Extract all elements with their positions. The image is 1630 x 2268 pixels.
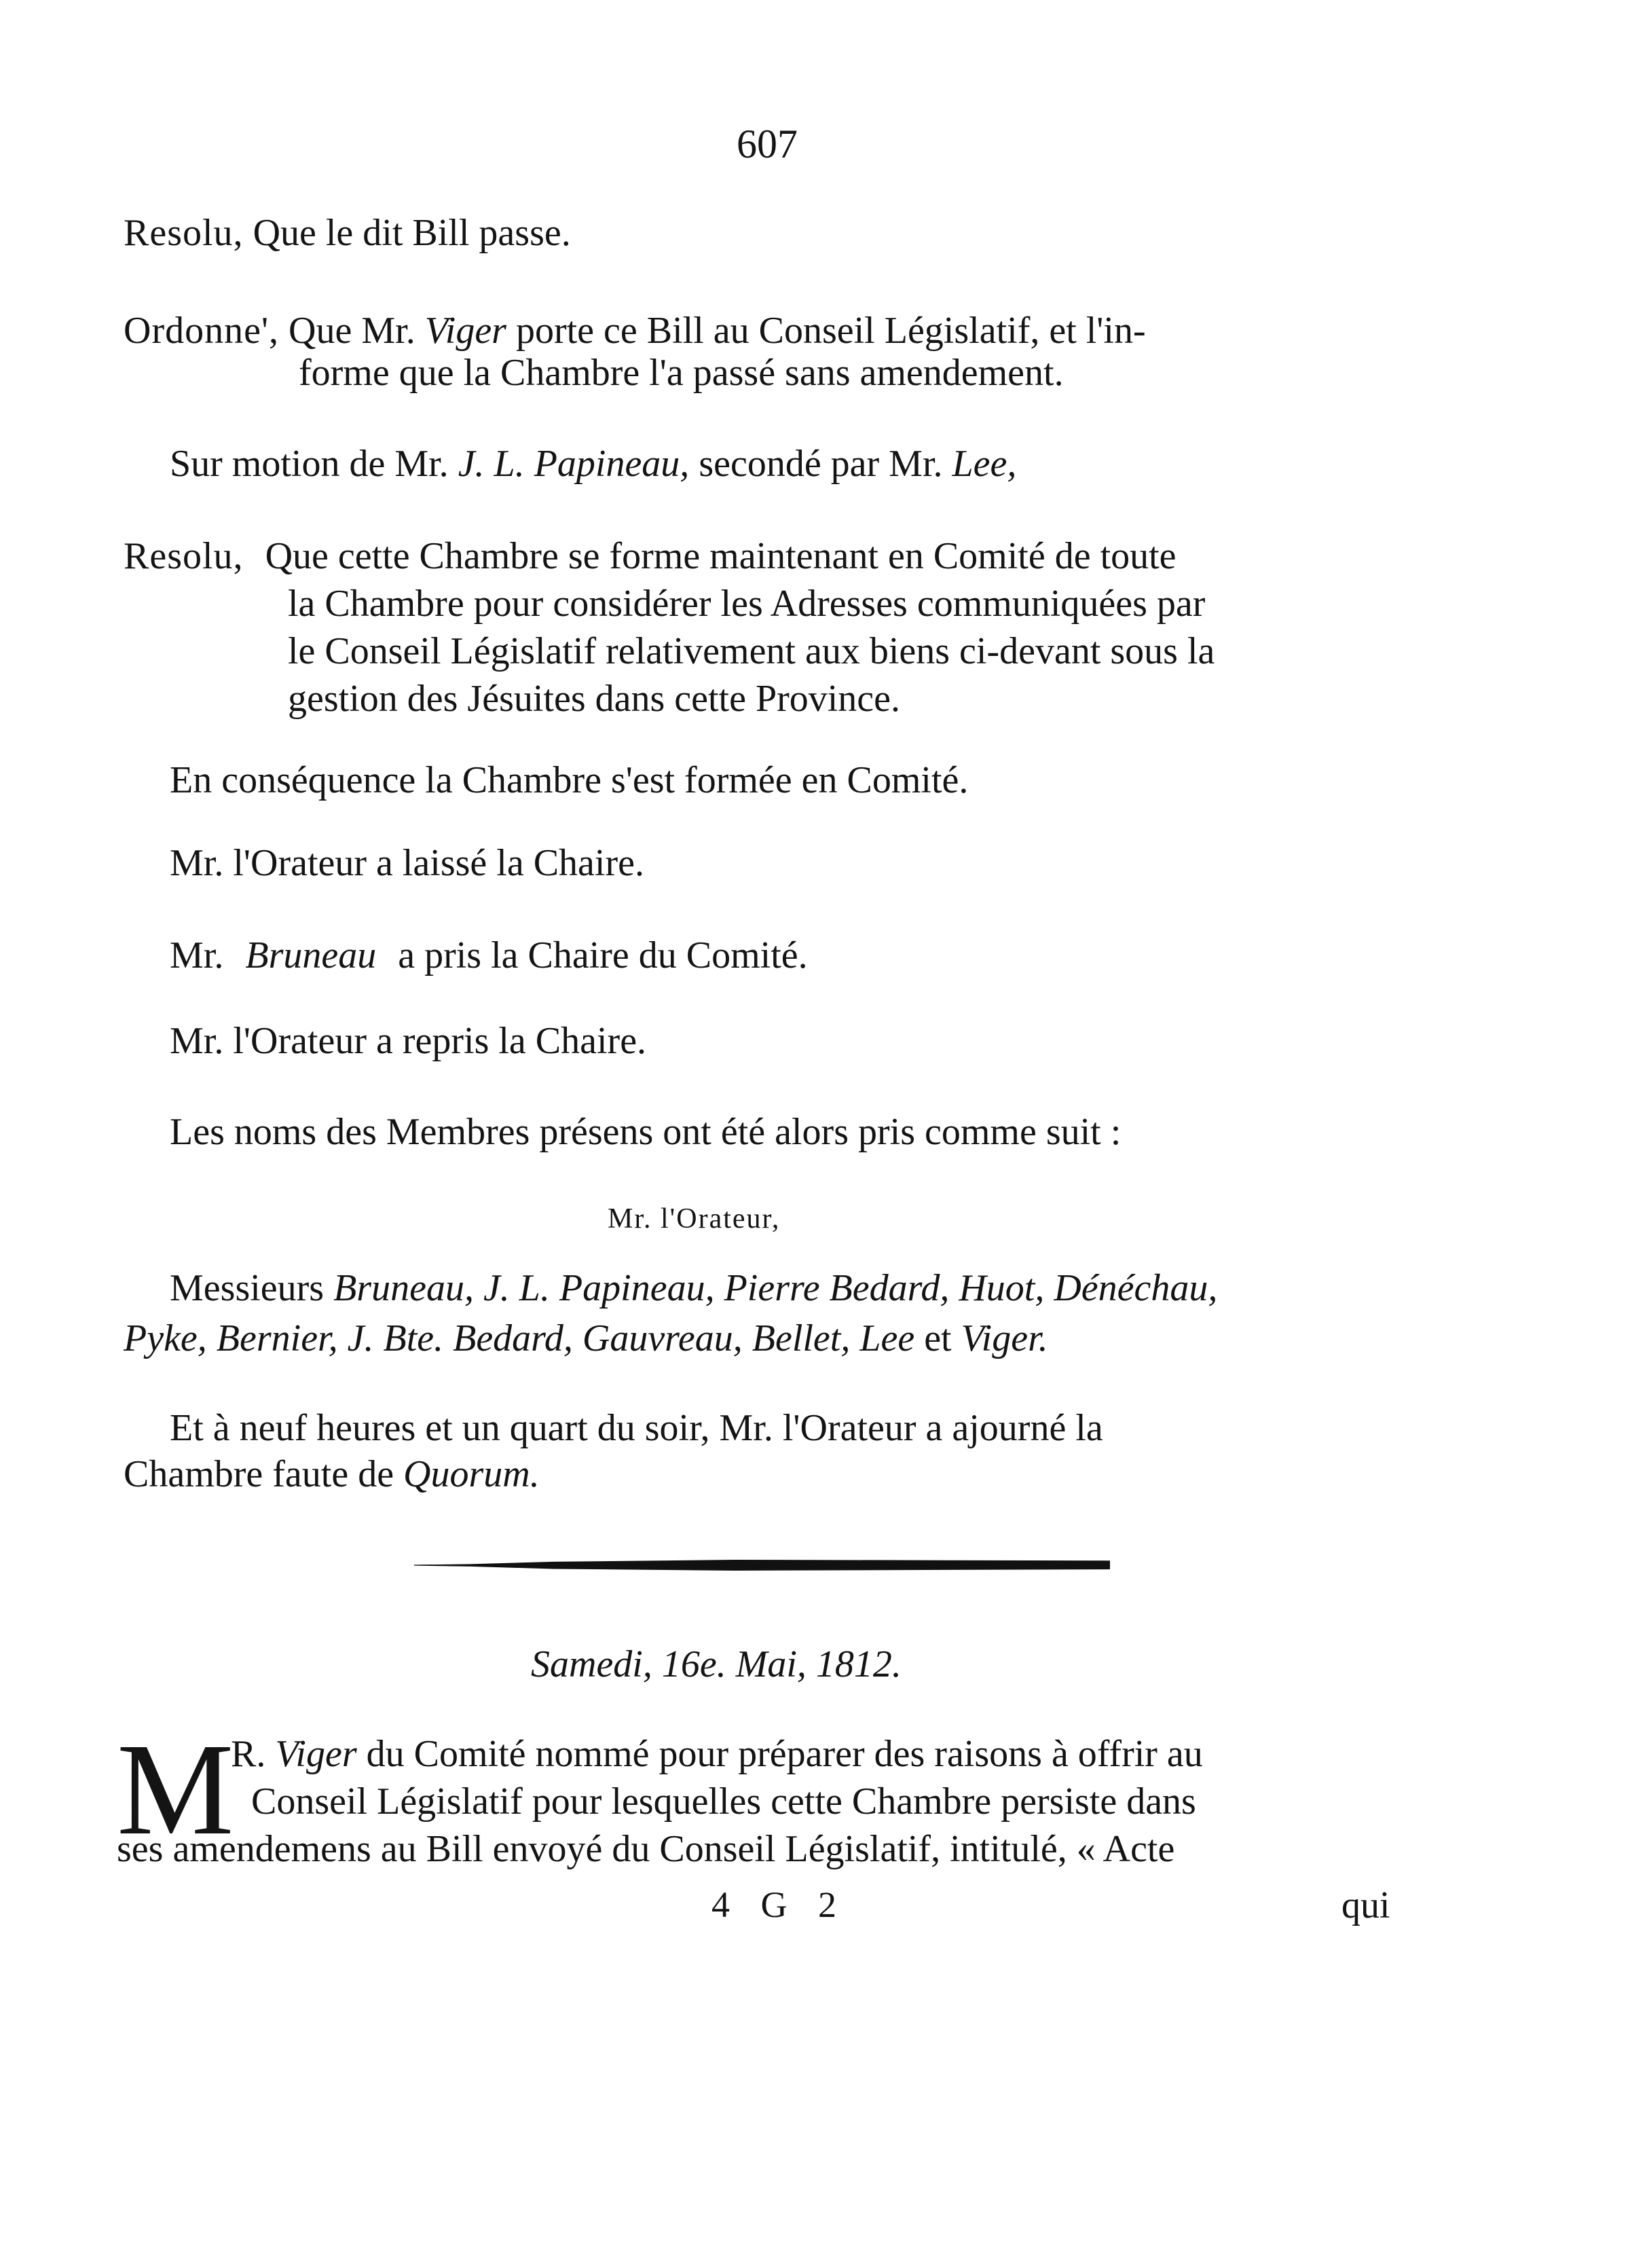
date-heading — [531, 1643, 902, 1687]
ordonne-text-rest: porte ce Bill au Conseil Législatif, et l'in- — [515, 310, 1146, 352]
motion-mover: J. L. Papineau, — [458, 443, 690, 485]
orateur-left-paragraph: Mr. l'Orateur a laissé la Chaire. — [170, 842, 644, 884]
bruneau-paragraph — [170, 934, 808, 978]
ordonne-line-1 — [124, 310, 1146, 353]
closing-name: Viger — [275, 1733, 357, 1775]
closing-r: R. — [231, 1733, 266, 1775]
motion-seconder: Lee, — [952, 443, 1017, 485]
resolution-comite-line-1 — [124, 535, 1177, 579]
resolution-text: Que cette Chambre se forme maintenant en Comité de toute — [265, 535, 1177, 577]
bruneau-pre: Mr. — [170, 934, 224, 976]
motion-middle: secondé par Mr. — [699, 443, 943, 485]
adjourn-line-1: Et à neuf heures et un quart du soir, Mr. l'Orateur a ajourné la — [170, 1407, 1103, 1449]
bruneau-post: a pris la Chaire du Comité. — [398, 934, 808, 976]
motion-text: Sur motion de Mr. — [170, 443, 449, 485]
closing-line-2: Conseil Législatif pour lesquelles cette Chambre persiste dans — [251, 1780, 1196, 1823]
resolu-label: Resolu, — [124, 212, 244, 254]
members-last: Viger. — [961, 1317, 1048, 1359]
resolu-label: Resolu, — [124, 535, 244, 577]
catchword: qui — [1341, 1884, 1390, 1926]
members-header: Mr. l'Orateur, — [608, 1203, 781, 1234]
ordonne-text-start: Que Mr. — [289, 310, 415, 352]
members-line-1 — [170, 1267, 1217, 1311]
closing-rest: du Comité nommé pour préparer des raisons à offrir au — [366, 1733, 1203, 1775]
orateur-resumed-paragraph: Mr. l'Orateur a repris la Chaire. — [170, 1020, 647, 1062]
drop-cap: M — [117, 1716, 234, 1862]
closing-line-1 — [231, 1733, 1203, 1776]
signature-mark: 4 G 2 — [711, 1884, 847, 1925]
motion-line — [170, 443, 1016, 486]
members-line-2 — [124, 1317, 1048, 1361]
adjourn-line-2 — [124, 1453, 540, 1497]
quorum-word: Quorum. — [403, 1453, 540, 1495]
resolution-comite-line-4: gestion des Jésuites dans cette Province. — [288, 678, 901, 720]
section-divider-rule — [414, 1560, 1110, 1571]
members-names-2: Pyke, Bernier, J. Bte. Bedard, Gauvreau, Bellet, Lee — [124, 1317, 915, 1359]
resolution-text: Que le dit Bill passe. — [253, 212, 571, 254]
members-intro-paragraph: Les noms des Membres présens ont été alors pris comme suit : — [170, 1111, 1122, 1153]
ordonne-line-2: forme que la Chambre l'a passé sans amendement. — [299, 352, 1064, 394]
page-number: 607 — [737, 122, 798, 166]
ordonne-name: Viger — [424, 310, 506, 352]
members-names-1: Bruneau, J. L. Papineau, Pierre Bedard, Huot, Dénéchau, — [333, 1267, 1218, 1309]
resolution-comite-line-2: la Chambre pour considérer les Adresses communiquées par — [288, 583, 1206, 625]
resolution-comite-line-3: le Conseil Législatif relativement aux biens ci-devant sous la — [288, 630, 1215, 672]
closing-line-3: ses amendemens au Bill envoyé du Conseil Législatif, intitulé, « Acte — [117, 1828, 1175, 1870]
members-and: et — [924, 1317, 952, 1359]
resolution-passe — [124, 212, 571, 255]
date-heading-text: Samedi, 16e. Mai, 1812. — [531, 1643, 902, 1685]
bruneau-name: Bruneau — [245, 934, 377, 976]
ordonne-label: Ordonne', — [124, 310, 280, 352]
consequence-paragraph: En conséquence la Chambre s'est formée en Comité. — [170, 759, 969, 801]
adjourn-text: Chambre faute de — [124, 1453, 394, 1495]
members-messieurs: Messieurs — [170, 1267, 325, 1309]
